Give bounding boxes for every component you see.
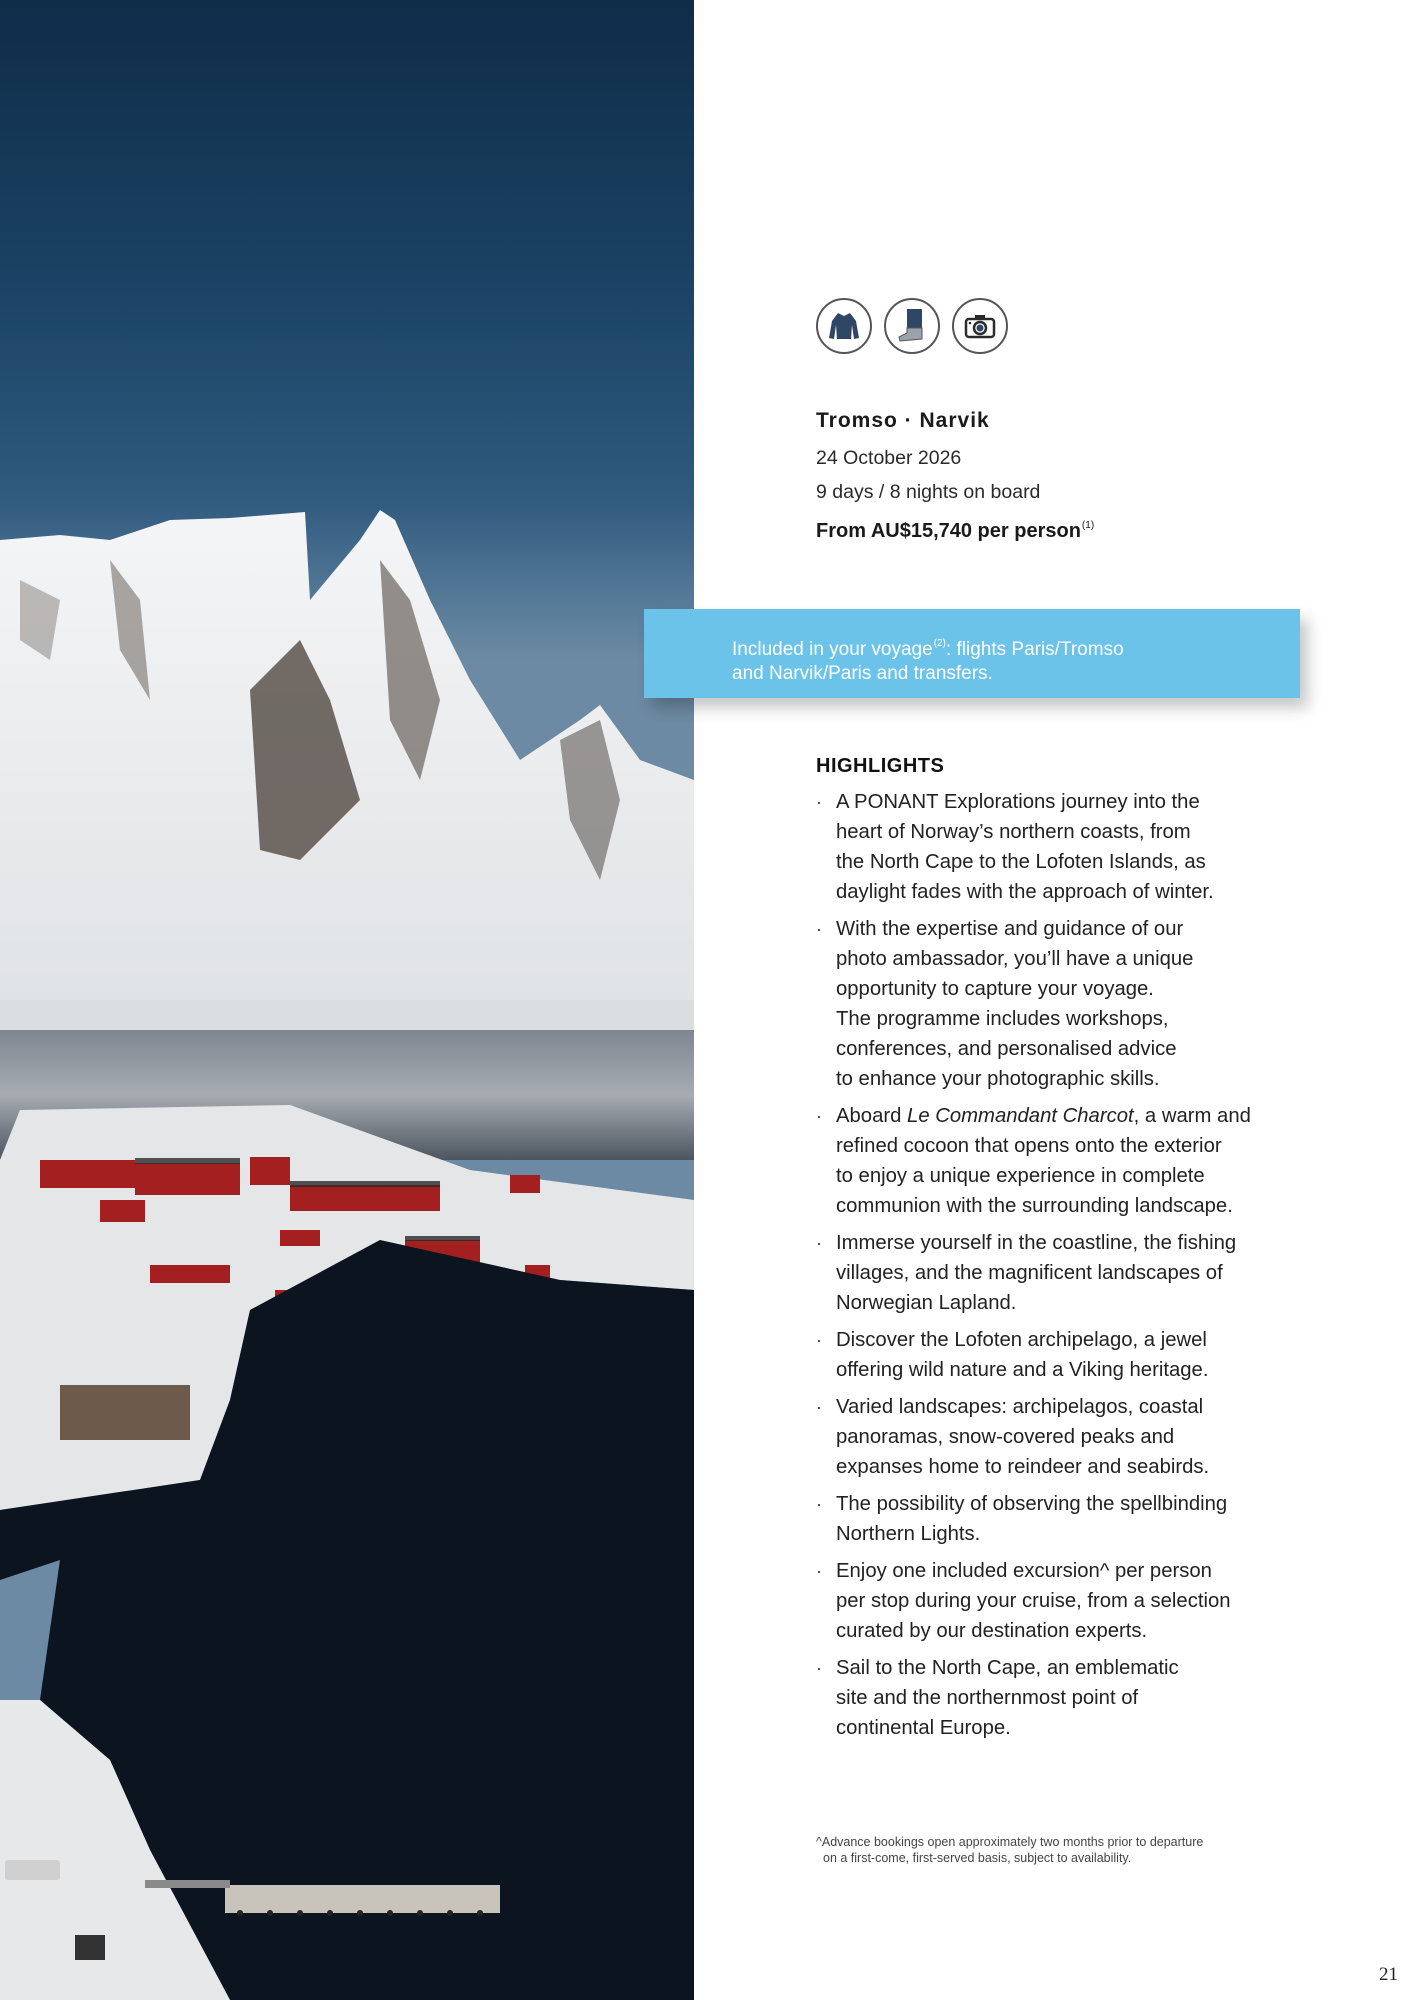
highlight-item: · The possibility of observing the spellbinding Northern Lights. (816, 1489, 1306, 1549)
jacket-icon (816, 298, 872, 354)
departure-date: 24 October 2026 (816, 447, 962, 469)
price-text: From AU$15,740 per person (816, 520, 1081, 542)
camera-icon (952, 298, 1008, 354)
highlight-item: · Immerse yourself in the coastline, the fishing villages, and the magnificent landscapes of Norwegian Lapland. (816, 1228, 1306, 1318)
included-callout (644, 609, 1300, 698)
voyage-price (816, 520, 1094, 543)
bullet-icon: · (816, 1106, 822, 1126)
highlight-item: · With the expertise and guidance of our photo ambassador, you’ll have a unique opportunity to capture your voyage. The programme includes workshops, conferences, and personalised advice to enhance your photographic skills. (816, 914, 1306, 1094)
bullet-icon: · (816, 792, 822, 812)
boot-icon (884, 298, 940, 354)
bullet-icon: · (816, 1233, 822, 1253)
bullet-icon: · (816, 1658, 822, 1678)
highlight-item: · Aboard Le Commandant Charcot, a warm and refined cocoon that opens onto the exterior to enjoy a unique experience in complete communion with the surrounding landscape. (816, 1101, 1306, 1221)
highlight-item: · Discover the Lofoten archipelago, a jewel offering wild nature and a Viking heritage. (816, 1325, 1306, 1385)
included-line-1: Included in your voyage$^{(2)}$: flights Paris/Tromso (732, 638, 1124, 660)
bullet-icon: · (816, 1397, 822, 1417)
voyage-duration: 9 days / 8 nights on board (816, 481, 1041, 503)
landscape-illustration (0, 0, 694, 2000)
price-footnote-marker: (1) (1081, 520, 1095, 531)
bullet-icon: · (816, 1494, 822, 1514)
highlight-item: · Enjoy one included excursion^ per person per stop during your cruise, from a selection curated by our destination experts. (816, 1556, 1306, 1646)
highlight-item: · Sail to the North Cape, an emblematic site and the northernmost point of continental Europe. (816, 1653, 1306, 1743)
highlight-item: · Varied landscapes: archipelagos, coastal panoramas, snow-covered peaks and expanses home to reindeer and seabirds. (816, 1392, 1306, 1482)
bullet-icon: · (816, 1561, 822, 1581)
highlights-list (816, 787, 1306, 1750)
bullet-icon: · (816, 919, 822, 939)
excursion-footnote: ^Advance bookings open approximately two months prior to departure on a first-come, first-served basis, subject to availability. (816, 1835, 1204, 1865)
bullet-icon: · (816, 1330, 822, 1350)
ship-name: Le Commandant Charcot (907, 1105, 1134, 1127)
page-number: 21 (1379, 1964, 1398, 1985)
highlights-heading: HIGHLIGHTS (816, 755, 945, 777)
highlight-item: · A PONANT Explorations journey into the heart of Norway’s northern coasts, from the North Cape to the Lofoten Islands, as daylight fades with the approach of winter. (816, 787, 1306, 907)
voyage-route: Tromso · Narvik (816, 409, 990, 432)
hero-photo (0, 0, 694, 2000)
included-line-2: and Narvik/Paris and transfers. (732, 663, 993, 684)
equipment-icons (816, 298, 1008, 354)
